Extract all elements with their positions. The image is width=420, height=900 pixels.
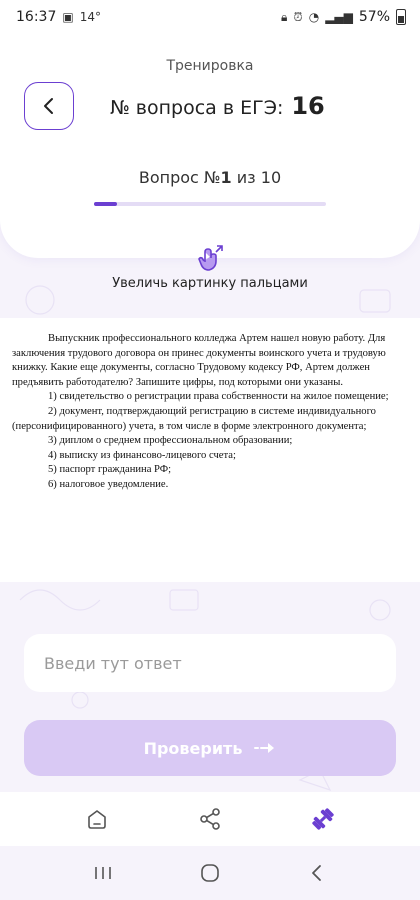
- zoom-hint-text: Увеличь картинку пальцами: [112, 276, 308, 291]
- question-option: 4) выписку из финансово-лицевого счета;: [48, 449, 236, 461]
- status-time: 16:37: [16, 9, 57, 25]
- nav-training[interactable]: [303, 799, 343, 839]
- wifi-icon: ◔: [308, 10, 320, 24]
- question-option: 3) диплом о среднем профессиональном образовании;: [48, 435, 293, 447]
- nav-share[interactable]: [190, 799, 230, 839]
- question-option: 6) налоговое уведомление.: [48, 479, 169, 491]
- check-button[interactable]: [24, 720, 396, 776]
- question-number-value: 16: [291, 92, 325, 120]
- back-button[interactable]: [24, 82, 74, 130]
- question-option: 5) паспорт гражданина РФ;: [48, 464, 172, 476]
- check-button-label: Проверить: [143, 738, 243, 758]
- progress-prefix: Вопрос №: [138, 168, 221, 187]
- recent-apps-icon: [93, 865, 113, 881]
- question-option: 1) свидетельство о регистрации права собственности на жилое помещение;: [48, 391, 389, 403]
- gallery-notification-icon: ▣: [62, 10, 74, 24]
- pinch-zoom-hand-icon: [193, 242, 227, 276]
- progress-text: [0, 168, 420, 187]
- progress-bar-fill: [94, 202, 117, 206]
- progress-bar: [94, 202, 326, 206]
- progress-suffix: из 10: [236, 168, 282, 187]
- nav-home[interactable]: [77, 799, 117, 839]
- home-button[interactable]: [190, 858, 230, 888]
- arrow-right-icon: [254, 741, 276, 755]
- question-number-label: № вопроса в ЕГЭ:: [110, 97, 284, 119]
- battery-percent: 57%: [358, 9, 390, 25]
- bottom-nav: [0, 792, 420, 846]
- status-bar: [0, 0, 420, 34]
- question-image[interactable]: [0, 318, 420, 582]
- home-circle-icon: [200, 863, 220, 883]
- weather-temperature: 14°: [79, 10, 101, 24]
- progress-current: 1: [220, 168, 232, 187]
- question-number: [110, 92, 325, 120]
- battery-icon: [396, 9, 406, 25]
- chevron-left-icon: [42, 97, 56, 115]
- back-nav-button[interactable]: [297, 858, 337, 888]
- lock-icon: 🔒︎: [280, 9, 288, 24]
- share-icon: [198, 807, 222, 831]
- mode-title: Тренировка: [166, 58, 254, 74]
- alarm-icon: ⏰︎: [293, 9, 303, 24]
- dumbbell-icon: [310, 806, 336, 832]
- signal-icon: ▂▄▆: [325, 10, 353, 24]
- home-icon: [85, 807, 109, 831]
- question-option: 2) документ, подтверждающий регистрацию в системе индивидуального (персонифицированного) учета, в том числе в форме электронного документа;: [12, 406, 376, 432]
- answer-input[interactable]: [24, 634, 396, 692]
- question-intro: Выпускник профессионального колледжа Артем нашел новую работу. Для заключения трудового договора он принес документы воинского учета и трудовую книжку. Какие еще документы, согласно Трудовому кодексу РФ, Артем должен предъявить работодателю? Запишите цифры, под которыми они указаны.: [12, 333, 386, 388]
- back-arrow-icon: [310, 864, 324, 882]
- system-nav-bar: [0, 846, 420, 900]
- recent-apps-button[interactable]: [83, 858, 123, 888]
